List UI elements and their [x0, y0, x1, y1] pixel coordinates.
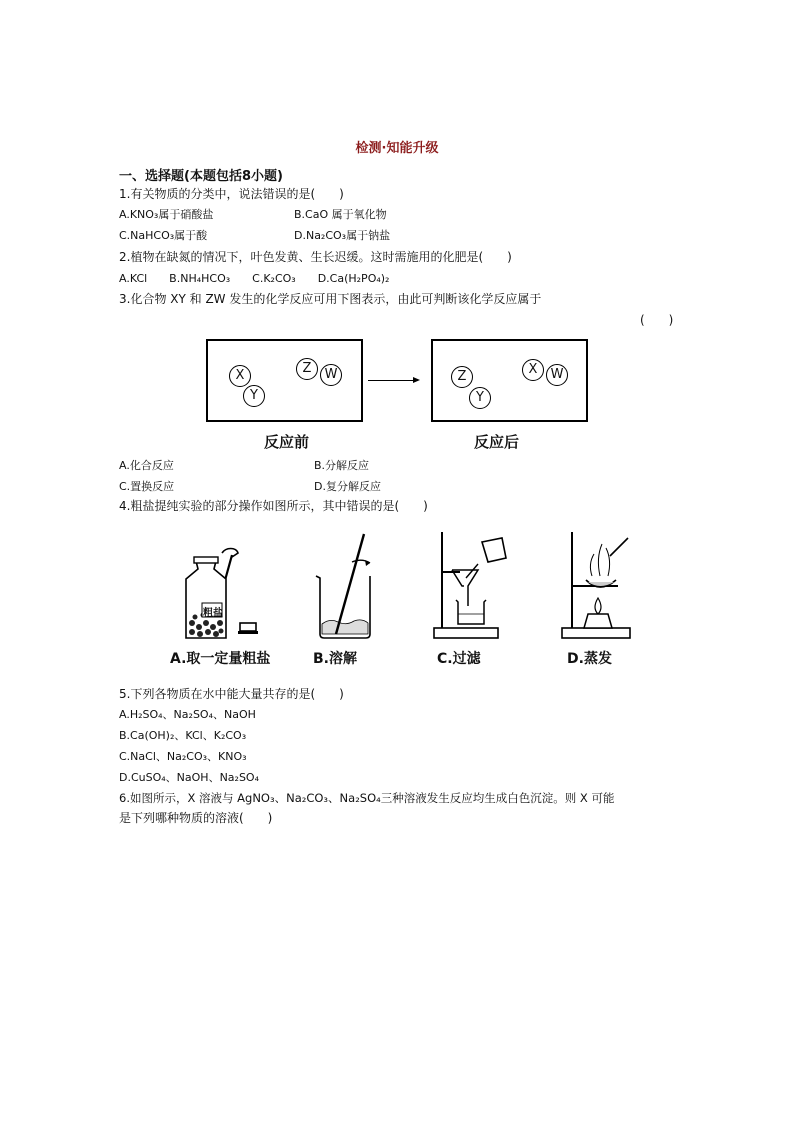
- figure-d-evaporation: [558, 528, 638, 642]
- q5-option-a: A.H₂SO₄、Na₂SO₄、NaOH: [119, 708, 256, 721]
- molecule-y: Y: [243, 385, 265, 407]
- page-title: 检测·知能升级: [355, 141, 439, 156]
- figure-b-caption: B.溶解: [313, 651, 357, 667]
- q1-stem: 1.有关物质的分类中，说法错误的是( ): [119, 187, 344, 201]
- figure-a-jar: [170, 543, 270, 643]
- q1-option-b: B.CaO 属于氧化物: [294, 208, 387, 221]
- q5-option-b: B.Ca(OH)₂、KCl、K₂CO₃: [119, 729, 247, 742]
- q3-option-a: A.化合反应: [119, 459, 174, 472]
- figure-b-beaker: [310, 530, 380, 642]
- molecule-z: Z: [451, 366, 473, 388]
- figure-c-filtration: [430, 528, 510, 642]
- after-reaction-box: [431, 339, 588, 422]
- molecule-z: Z: [296, 358, 318, 380]
- q3-option-b: B.分解反应: [314, 459, 370, 472]
- q3-option-d: D.复分解反应: [314, 480, 381, 493]
- molecule-x: X: [229, 365, 251, 387]
- q5-option-c: C.NaCl、Na₂CO₃、KNO₃: [119, 750, 247, 763]
- molecule-w: W: [546, 364, 568, 386]
- q1-option-d: D.Na₂CO₃属于钠盐: [294, 229, 391, 242]
- figure-d-caption: D.蒸发: [567, 651, 612, 667]
- q5-option-d: D.CuSO₄、NaOH、Na₂SO₄: [119, 771, 259, 784]
- q3-stem: 3.化合物 XY 和 ZW 发生的化学反应可用下图表示，由此可判断该化学反应属于: [119, 292, 542, 306]
- before-reaction-box: [206, 339, 363, 422]
- q2-options: A.KCl B.NH₄HCO₃ C.K₂CO₃ D.Ca(H₂PO₄)₂: [119, 272, 390, 285]
- figure-c-caption: C.过滤: [437, 651, 481, 667]
- q6-stem-line2: 是下列哪种物质的溶液( ): [119, 811, 273, 825]
- q2-stem: 2.植物在缺氮的情况下，叶色发黄、生长迟缓。这时需施用的化肥是( ): [119, 250, 512, 264]
- q3-option-c: C.置换反应: [119, 480, 175, 493]
- reaction-arrow: [368, 380, 418, 381]
- q4-stem: 4.粗盐提纯实验的部分操作如图所示，其中错误的是( ): [119, 499, 428, 513]
- after-reaction-label: 反应后: [474, 433, 520, 451]
- q1-option-c: C.NaHCO₃属于酸: [119, 229, 208, 242]
- q3-answer-paren: ( ): [640, 313, 674, 327]
- q6-stem-line1: 6.如图所示，X 溶液与 AgNO₃、Na₂CO₃、Na₂SO₄三种溶液发生反应均生成白色沉淀。则 X 可能: [119, 791, 615, 805]
- q5-stem: 5.下列各物质在水中能大量共存的是( ): [119, 687, 344, 701]
- section-heading: 一、选择题(本题包括8小题): [119, 169, 283, 184]
- q1-option-a: A.KNO₃属于硝酸盐: [119, 208, 214, 221]
- molecule-y: Y: [469, 387, 491, 409]
- jar-label: 粗盐: [203, 608, 223, 619]
- figure-a-caption: A.取一定量粗盐: [170, 651, 271, 667]
- molecule-x: X: [522, 359, 544, 381]
- molecule-w: W: [320, 364, 342, 386]
- before-reaction-label: 反应前: [264, 433, 310, 451]
